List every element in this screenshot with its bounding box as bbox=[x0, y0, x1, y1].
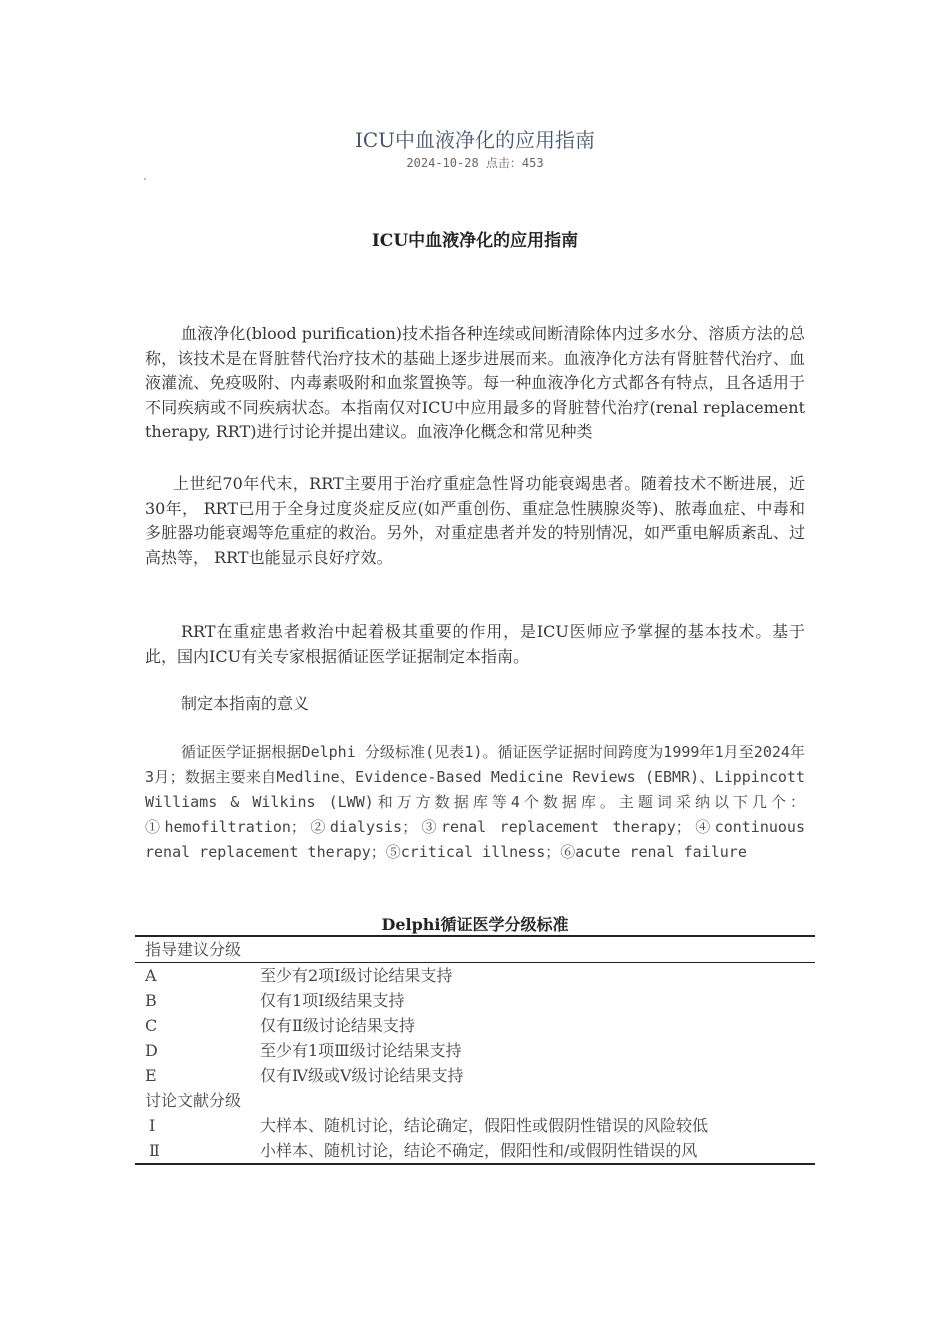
grade-cell: A bbox=[145, 966, 157, 985]
desc-cell: 仅有Ⅳ级或Ⅴ级讨论结果支持 bbox=[260, 1066, 464, 1085]
delphi-grading-table bbox=[135, 935, 815, 1165]
table-row bbox=[135, 963, 815, 988]
grade-cell: D bbox=[145, 1041, 158, 1060]
paragraph-significance-heading: 制定本指南的意义 bbox=[181, 694, 310, 713]
table-header-cell: 指导建议分级 bbox=[145, 940, 242, 959]
desc-cell: 小样本、随机讨论，结论不确定，假阳性和/或假阴性错误的风 bbox=[260, 1141, 698, 1160]
table-row bbox=[135, 1038, 815, 1063]
grade-cell: E bbox=[145, 1066, 157, 1085]
paragraph-evidence: 循证医学证据根据Delphi 分级标准(见表1)。循证医学证据时间跨度为1999年1月至2024年3月；数据主要来自Medline、Evidence-Based Medicine Reviews (EBMR)、Lippincott Williams & Wilkins (LWW)和万方数据库等4个数据库。主题词采纳以下几个：①hemofiltration；②dialysis；③renal replacement therapy；④continuous renal replacement therapy；⑤critical illness；⑥acute renal failure bbox=[145, 743, 805, 861]
desc-cell: 至少有2项Ⅰ级讨论结果支持 bbox=[260, 966, 453, 985]
grade-cell: Ⅰ bbox=[149, 1116, 156, 1135]
page-header-title: ICU中血液净化的应用指南 bbox=[354, 128, 596, 152]
table-row bbox=[135, 1063, 815, 1088]
table-row bbox=[135, 988, 815, 1013]
table-header-cell-empty bbox=[245, 937, 815, 962]
divider-dot bbox=[144, 178, 146, 180]
desc-cell: 仅有1项Ⅰ级结果支持 bbox=[260, 991, 405, 1010]
document-title: ICU中血液净化的应用指南 bbox=[371, 231, 579, 251]
paragraph-history: 上世纪70年代末，RRT主要用于治疗重症急性肾功能衰竭患者。随着技术不断进展，近30年， RRT已用于全身过度炎症反应(如严重创伤、重症急性胰腺炎等)、脓毒血症、中毒和多脏器功能衰竭等危重症的救治。另外，对重症患者并发的特别情况，如严重电解质紊乱、过高热等， RRT也能显示良好疗效。 bbox=[145, 474, 805, 567]
table-row bbox=[135, 1138, 815, 1163]
desc-cell: 大样本、随机讨论，结论确定，假阳性或假阴性错误的风险较低 bbox=[260, 1116, 709, 1135]
paragraph-intro: 血液净化(blood purification)技术指各种连续或间断清除体内过多水分、溶质方法的总称，该技术是在肾脏替代治疗技术的基础上逐步进展而来。血液净化方法有肾脏替代治疗、血液灌流、免疫吸附、内毒素吸附和血浆置换等。每一种血液净化方式都各有特点，且各适用于不同疾病或不同疾病状态。本指南仅对ICU中应用最多的肾脏替代治疗(renal replacement therapy, RRT)进行讨论并提出建议。血液净化概念和常见种类 bbox=[145, 324, 805, 441]
section-empty-cell bbox=[245, 1088, 815, 1113]
desc-cell: 仅有Ⅱ级讨论结果支持 bbox=[260, 1016, 415, 1035]
table-caption: Delphi循证医学分级标准 bbox=[381, 915, 569, 934]
page-header-meta: 2024-10-28 点击：453 bbox=[406, 156, 544, 170]
table-row bbox=[135, 1113, 815, 1138]
grade-cell: B bbox=[145, 991, 157, 1010]
table-row bbox=[135, 1013, 815, 1038]
grade-cell: Ⅱ bbox=[149, 1141, 160, 1160]
section-label-cell: 讨论文献分级 bbox=[145, 1091, 242, 1110]
table-section-row bbox=[135, 1088, 815, 1113]
grade-cell: C bbox=[145, 1016, 158, 1035]
paragraph-importance: RRT在重症患者救治中起着极其重要的作用，是ICU医师应予掌握的基本技术。基于此，国内ICU有关专家根据循证医学证据制定本指南。 bbox=[145, 622, 805, 666]
table-header-row bbox=[135, 937, 815, 963]
desc-cell: 至少有1项Ⅲ级讨论结果支持 bbox=[260, 1041, 462, 1060]
